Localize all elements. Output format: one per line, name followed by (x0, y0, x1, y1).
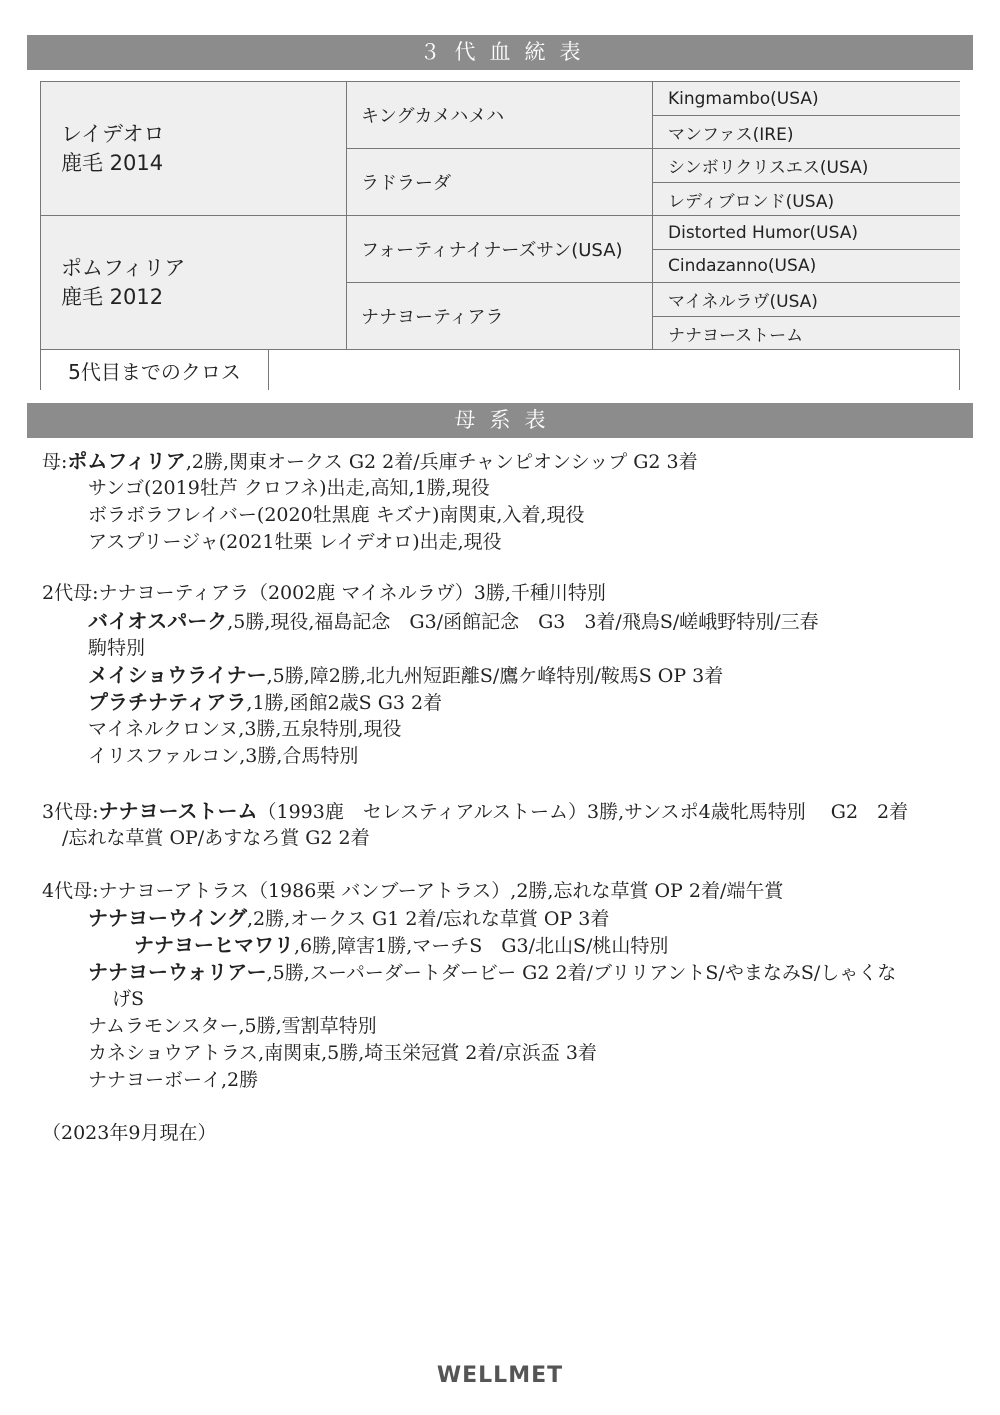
pedigree-sire-dam: ラドラーダ (347, 149, 653, 216)
foal-name: プラチナティアラ (88, 690, 247, 714)
foal-record: ,1勝,函館2歳S G3 2着 (246, 692, 443, 714)
fourth-dam-foal (88, 1013, 377, 1040)
wellmet-logo: WELLMET (436, 1363, 564, 1388)
foal-name: メイショウライナー (88, 663, 267, 687)
fourth-dam-foal (88, 959, 896, 987)
dam-record: ,2勝,関東オークス G2 2着/兵庫チャンピオンシップ G2 3着 (185, 451, 698, 473)
pedigree-dd-sire: マイネルラヴ(USA) (653, 283, 960, 317)
second-dam-foal (88, 716, 402, 743)
foal-name: バイオスパーク (88, 609, 228, 633)
foal-record: ,5勝,雪割草特別 (238, 1015, 377, 1037)
foal-record: ,2勝 (221, 1069, 259, 1091)
second-dam-foal (88, 662, 723, 690)
dam-line (42, 448, 698, 476)
second-dam-foal (88, 689, 442, 717)
foal-record: ,5勝,障2勝,北九州短距離S/鷹ケ峰特別/鞍馬S OP 3着 (266, 665, 724, 687)
dam-detail: 鹿毛 2012 (61, 284, 164, 309)
foal-record: ,5勝,スーパーダートダービー G2 2着/ブリリアントS/やまなみS/しゃくな (266, 962, 897, 984)
third-dam-name: ナナヨーストーム (98, 799, 258, 823)
pedigree-header: ３代血統表 (27, 35, 973, 70)
third-dam-line (42, 798, 908, 826)
sire-name: レイデオロ (61, 121, 165, 146)
pedigree-ds-sire: Distorted Humor(USA) (653, 216, 960, 250)
fourth-dam-grandfoal (134, 932, 668, 960)
foal-record: ,6勝,障害1勝,マーチS G3/北山S/桃山特別 (294, 935, 669, 957)
foal-record: ,2勝,オークス G1 2着/忘れな草賞 OP 3着 (247, 908, 610, 930)
second-dam-foal (88, 743, 358, 770)
foal-name: マイネルクロンヌ (88, 718, 239, 740)
sire-detail: 鹿毛 2014 (61, 150, 164, 175)
pedigree-ss-sire: Kingmambo(USA) (653, 82, 960, 116)
dam-name: ポムフィリア (61, 255, 186, 280)
pedigree-ss-dam: マンファス(IRE) (653, 116, 960, 149)
dam-foal: サンゴ(2019牡芦 クロフネ)出走,高知,1勝,現役 (88, 477, 490, 499)
dam-prefix: 母: (42, 451, 68, 473)
pedigree-dd-dam: ナナヨーストーム (653, 317, 960, 350)
dam-foal: ボラボラフレイバー(2020牡黒鹿 キズナ)南関東,入着,現役 (88, 504, 585, 526)
pedigree-dam-sire: フォーティナイナーズサン(USA) (347, 216, 653, 283)
family-header: 母系表 (27, 403, 973, 438)
second-dam-foal-cont: 駒特別 (88, 637, 146, 659)
pedigree-sire-sire: キングカメハメハ (347, 82, 653, 149)
cross-label: 5代目までのクロス (41, 350, 269, 390)
dam-name-bold: ポムフィリア (67, 449, 186, 473)
foal-record: ,3勝,五泉特別,現役 (238, 718, 402, 740)
foal-name: ナムラモンスター (88, 1015, 239, 1037)
foal-name: ナナヨーウォリアー (88, 960, 267, 984)
foal-record: ,南関東,5勝,埼玉栄冠賞 2着/京浜盃 3着 (258, 1042, 597, 1064)
fourth-dam-foal (88, 1067, 258, 1094)
pedigree-dam-dam: ナナヨーティアラ (347, 283, 653, 350)
pedigree-sd-dam: レディブロンド(USA) (653, 183, 960, 216)
pedigree-sd-sire: シンボリクリスエス(USA) (653, 149, 960, 183)
fourth-dam-foal (88, 1040, 597, 1067)
dam-foal: アスプリージャ(2021牡栗 レイデオロ)出走,現役 (88, 531, 502, 553)
pedigree-dam (41, 216, 347, 350)
foal-name: ナナヨーボーイ (88, 1069, 222, 1091)
foal-record: ,3勝,合馬特別 (239, 745, 359, 767)
fourth-dam-line: 4代母:ナナヨーアトラス（1986栗 バンブーアトラス）,2勝,忘れな草賞 OP 2着/端午賞 (42, 880, 784, 902)
as-of-date: （2023年9月現在） (42, 1122, 217, 1144)
foal-name: ナナヨーウイング (88, 906, 247, 930)
foal-record: ,5勝,現役,福島記念 G3/函館記念 G3 3着/飛鳥S/嵯峨野特別/三春 (227, 611, 819, 633)
pedigree-sire (41, 82, 347, 216)
cross-value (269, 350, 959, 390)
foal-name: カネショウアトラス (88, 1042, 259, 1064)
pedigree-ds-dam: Cindazanno(USA) (653, 250, 960, 283)
fourth-dam-foal (88, 905, 609, 933)
second-dam-foal (88, 608, 819, 636)
third-dam-record: （1993鹿 セレスティアルストーム）3勝,サンスポ4歳牝馬特別 G2 2着 (257, 801, 909, 823)
second-dam-line: 2代母:ナナヨーティアラ（2002鹿 マイネルラヴ）3勝,千種川特別 (42, 582, 606, 604)
third-dam-prefix: 3代母: (42, 801, 99, 823)
foal-name: イリスファルコン (88, 745, 240, 767)
fourth-dam-foal-cont: げS (112, 988, 145, 1010)
pedigree-table (40, 81, 960, 390)
third-dam-cont: /忘れな草賞 OP/あすなろ賞 G2 2着 (62, 827, 370, 849)
foal-name: ナナヨーヒマワリ (134, 933, 294, 957)
